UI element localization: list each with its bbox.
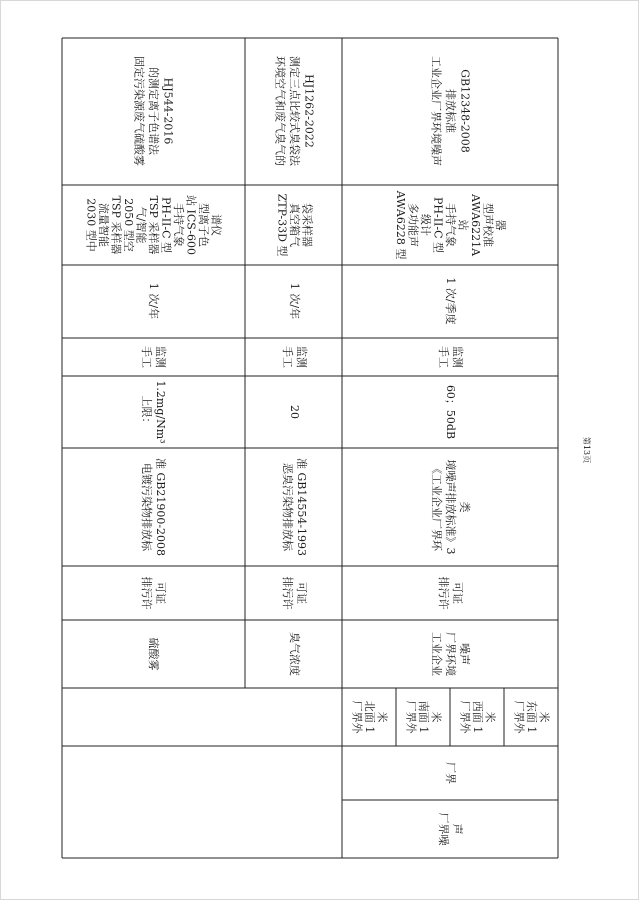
row1-analysis-method — [133, 56, 175, 166]
row3-analysis-method-line: 排放标准 — [444, 89, 457, 133]
row1-equipment-line: 谱仪 — [209, 214, 223, 236]
row3-standard — [430, 460, 472, 555]
row3-frequency-line: 1 次/季度 — [444, 277, 457, 325]
noise-category-line: 声 — [451, 823, 464, 835]
page-number — [582, 437, 592, 463]
noise-point-2 — [405, 701, 444, 735]
row1-standard — [140, 458, 168, 556]
row3-monitoring-item — [430, 632, 472, 676]
row2-monitoring-item-line: 臭气浓度 — [288, 632, 301, 676]
row3-equipment-line: AWA6228 型 — [394, 190, 407, 260]
noise-point-2-line: 厂界外 — [404, 700, 418, 734]
row3-equipment-line: 型声校准 — [481, 203, 495, 247]
noise-point-3 — [459, 701, 498, 735]
row3-equipment-line: PH-II-C 型 — [431, 196, 445, 254]
row2-standard-line: 准 GB14554-1993 — [295, 457, 308, 557]
row1-equipment-line: PH-II-C 型 — [159, 196, 173, 254]
row2-method-type-line: 监测 — [295, 346, 308, 368]
row1-standard-line: 准 GB21900-2008 — [154, 457, 167, 557]
row2-standard-line: 恶臭污染物排放标 — [281, 463, 294, 551]
noise-location-group-line: 厂界 — [444, 762, 457, 784]
row1-equipment-line: 站 ICS-600 — [184, 195, 198, 255]
noise-point-1-line: 厂界外 — [350, 700, 364, 734]
row1-limit-line: 1.2mg/Nm³ — [154, 380, 167, 444]
noise-category — [437, 813, 465, 846]
row1-monitoring-item — [147, 638, 161, 671]
row2-analysis-method-line: 环境空气和废气臭气的 — [273, 56, 287, 166]
row3-source-line: 可证 — [451, 582, 464, 604]
noise-category-line: 厂界噪 — [437, 812, 450, 846]
row2-frequency — [288, 283, 302, 319]
row3-equipment-line: 手持气象 — [444, 203, 457, 247]
row1-equipment-line: TSP 采样器 — [147, 195, 160, 255]
row1-frequency-line: 1 次/年 — [147, 282, 160, 320]
noise-point-4 — [513, 701, 552, 735]
noise-point-4-line: 米 — [537, 711, 551, 723]
row1-method-type-line: 手工 — [140, 346, 153, 368]
row2-frequency-line: 1 次/年 — [288, 282, 301, 320]
row3-source-line: 排污许 — [437, 576, 450, 610]
row2-source-line: 排污许 — [281, 576, 294, 610]
row3-standard-line: 《工业企业厂界环 — [430, 463, 443, 551]
noise-point-4-line: 厂界外 — [512, 700, 526, 734]
row1-equipment-line: 2030 型中 — [84, 198, 98, 252]
row1-method-type-line: 监测 — [154, 346, 167, 368]
row3-standard-line: 境噪声排放标准》3 — [444, 459, 457, 555]
noise-point-1-line: 北面 1 — [363, 700, 376, 734]
row3-equipment-line: 站 — [456, 219, 470, 231]
row1-equipment-line: 2050 型空 — [122, 198, 135, 252]
row1-analysis-method-line: 的测定离子色谱法 — [147, 67, 160, 155]
row1-standard-line: 电镀污染物排放标 — [140, 463, 153, 551]
row1-source — [140, 577, 167, 610]
row1-analysis-method-line: 固定污染源废气硫酸雾 — [132, 56, 146, 166]
row3-analysis-method-line: 工业企业厂界环境噪声 — [429, 56, 443, 166]
row2-analysis-method-line: 测定三点比较式臭袋法 — [288, 56, 301, 166]
row2-method-type-line: 手工 — [281, 346, 294, 368]
row1-monitoring-item-line: 硫酸雾 — [147, 637, 160, 671]
noise-point-3-line: 厂界外 — [458, 700, 472, 734]
noise-point-1-line: 米 — [375, 711, 389, 723]
noise-point-2-line: 南面 1 — [417, 700, 430, 734]
row2-analysis-method — [274, 56, 316, 167]
row3-equipment-line: 级计 — [419, 214, 432, 236]
row3-limit — [444, 385, 457, 439]
row3-frequency — [444, 277, 458, 324]
row3-monitoring-item-line: 厂界环境 — [444, 632, 457, 676]
row3-equipment — [394, 190, 507, 260]
row2-method-type — [281, 346, 309, 368]
noise-location-group — [444, 762, 457, 784]
row3-monitoring-item-line: 噪声 — [458, 643, 471, 665]
row3-method-type — [437, 346, 465, 368]
row1-equipment-line: 型离子色 — [197, 203, 210, 247]
row2-monitoring-item — [288, 632, 302, 676]
row2-limit-line: 20 — [288, 405, 301, 419]
page-number-text: 第13页 — [582, 436, 591, 464]
row1-equipment-line: TSP 采样器 — [109, 195, 123, 255]
row3-equipment-line: AWA6221A — [469, 193, 482, 257]
row1-equipment-line: 流量智能 — [97, 203, 110, 247]
row3-source — [437, 577, 464, 610]
row3-standard-line: 类 — [458, 501, 471, 513]
row1-frequency — [147, 283, 161, 319]
row1-limit — [140, 380, 167, 443]
row3-method-type-line: 手工 — [437, 346, 450, 368]
row2-analysis-method-line: HJ1262-2022 — [302, 74, 316, 148]
row2-limit — [288, 405, 301, 419]
row1-equipment — [85, 195, 223, 255]
noise-point-2-line: 米 — [429, 711, 443, 723]
row2-source-line: 可证 — [295, 582, 308, 604]
row2-equipment-line: ZTP-33D 型 — [275, 193, 289, 257]
row2-equipment-line: 真空箱气 — [288, 203, 301, 247]
noise-point-4-line: 东面 1 — [525, 700, 538, 734]
row3-limit-line: 60；50dB — [444, 384, 457, 440]
noise-point-1 — [351, 701, 390, 735]
row1-equipment-line: 气/智能 — [134, 206, 148, 244]
row3-equipment-line: 多功能声 — [406, 203, 420, 247]
row1-source-line: 可证 — [154, 582, 167, 604]
table-text — [85, 56, 552, 846]
row3-method-type-line: 监测 — [451, 346, 464, 368]
row1-equipment-line: 手持气象 — [172, 203, 185, 247]
row2-equipment-line: 袋采样器 — [300, 203, 314, 247]
row1-analysis-method-line: HJ544-2016 — [161, 77, 175, 145]
row1-source-line: 排污许 — [140, 576, 153, 610]
row1-method-type — [140, 346, 168, 368]
row3-analysis-method-line: GB12348-2008 — [458, 69, 472, 153]
noise-point-3-line: 西面 1 — [471, 700, 484, 734]
row3-equipment-line: 器 — [494, 219, 507, 231]
row2-source — [281, 577, 308, 610]
noise-point-3-line: 米 — [483, 711, 497, 723]
row2-standard — [281, 458, 309, 556]
row3-monitoring-item-line: 工业企业 — [430, 632, 443, 676]
row2-equipment — [276, 194, 315, 257]
row1-limit-line: 上限： — [140, 395, 153, 429]
row3-analysis-method — [430, 56, 472, 166]
